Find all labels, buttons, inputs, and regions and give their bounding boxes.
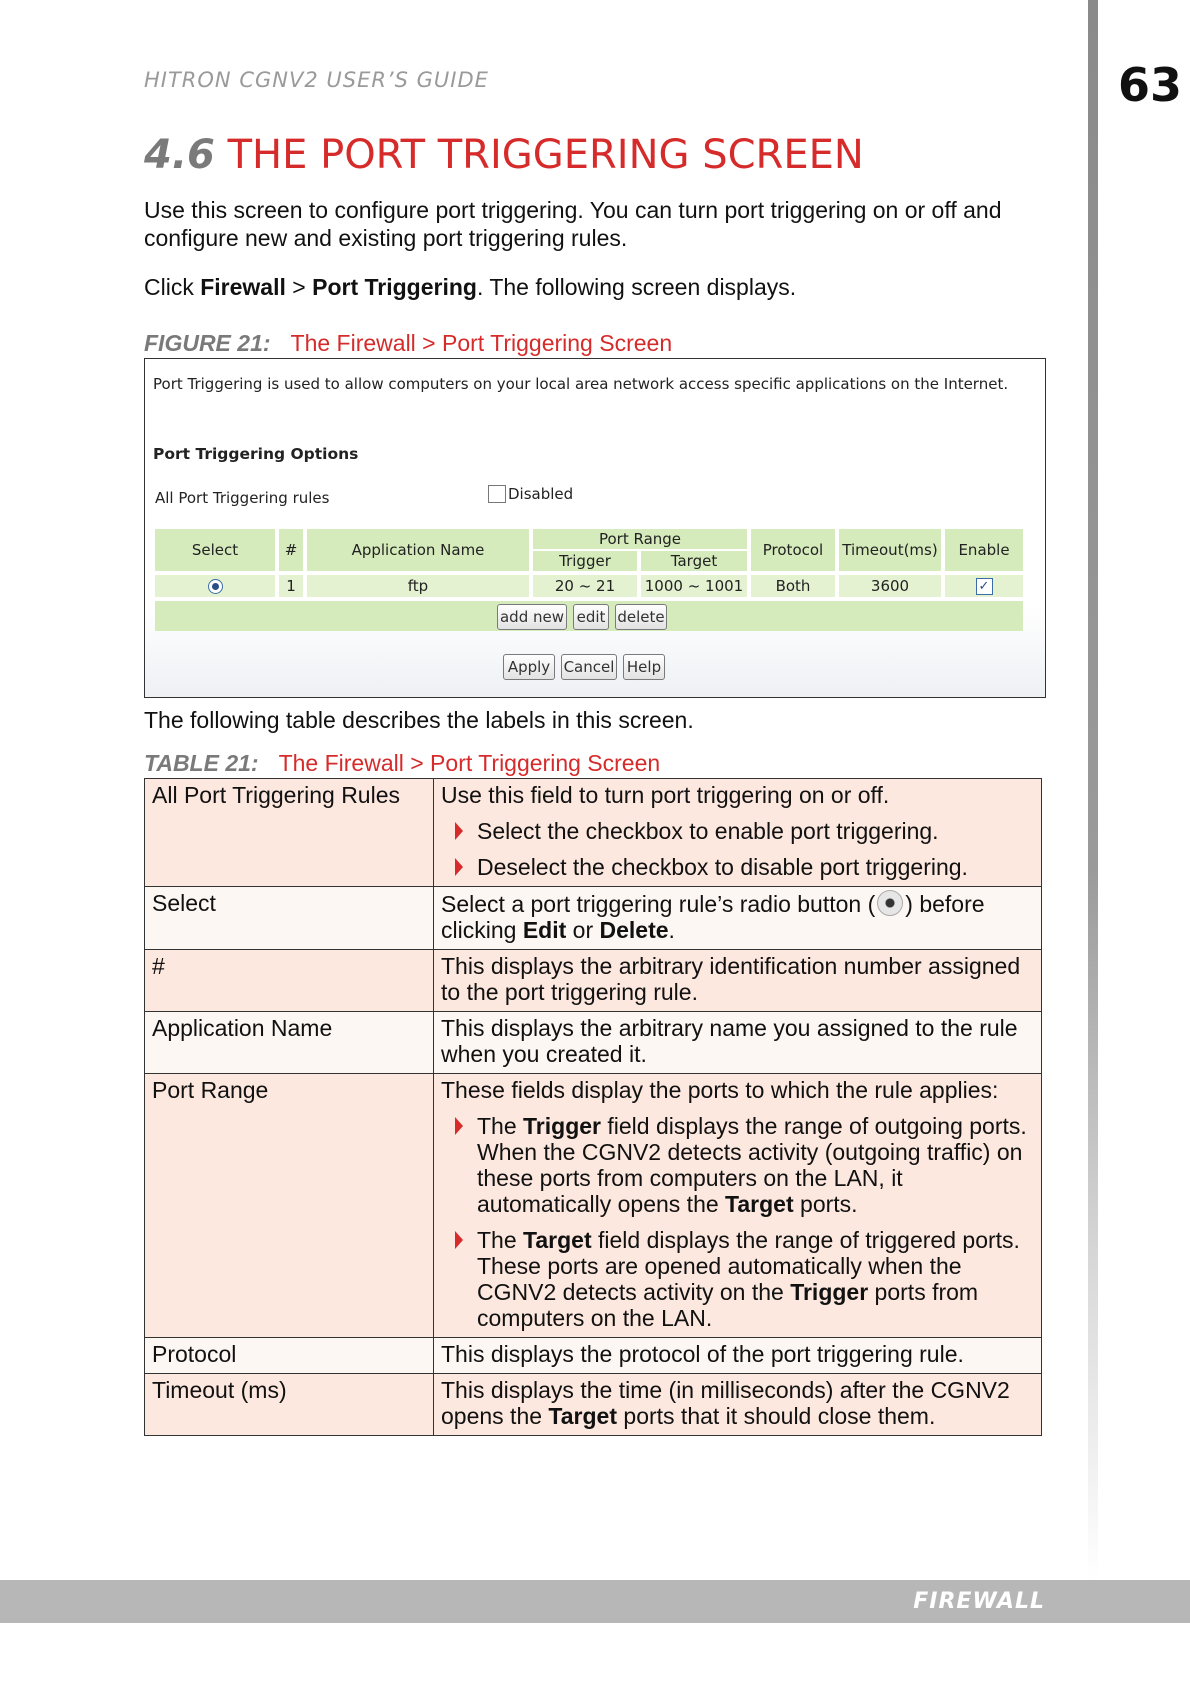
col-num: # <box>279 529 303 571</box>
figure-label: FIGURE 21: <box>144 330 271 356</box>
row-label: Timeout (ms) <box>145 1374 434 1436</box>
bullet-text <box>477 1113 1034 1217</box>
bullet-bold: Trigger <box>790 1279 869 1305</box>
options-title: Port Triggering Options <box>153 445 359 463</box>
col-app-name: Application Name <box>307 529 529 571</box>
footer-chapter: FIREWALL <box>913 1589 1045 1614</box>
row-label: Application Name <box>145 1012 434 1074</box>
row-description <box>434 887 1042 950</box>
row-label: Select <box>145 887 434 950</box>
port-triggering-screenshot <box>144 358 1046 698</box>
page-edge-bar <box>1088 0 1098 1580</box>
col-trigger: Trigger <box>533 551 637 571</box>
row-bold: Target <box>548 1403 618 1429</box>
description-table <box>144 778 1042 1436</box>
row-target: 1000 ~ 1001 <box>641 575 747 597</box>
table-label: TABLE 21: <box>144 750 259 776</box>
bullet-fragment: The <box>477 1113 524 1139</box>
all-rules-label: All Port Triggering rules <box>155 489 330 507</box>
row-description <box>434 1374 1042 1436</box>
screen-intro-text: Port Triggering is used to allow computers on your local area network access specific applications on the Internet. <box>153 375 1009 393</box>
bullet-fragment: field displays the range of outgoing ports. When the CGNV2 detects activity (outgoing traffic) on these ports from computers on the LAN, it automatically opens the <box>477 1113 1027 1217</box>
row-description: This displays the arbitrary identification number assigned to the port triggering rule. <box>434 950 1042 1012</box>
disabled-checkbox[interactable] <box>488 485 506 503</box>
bullet-item <box>441 818 1034 844</box>
col-port-range: Port Range <box>533 529 747 549</box>
help-button[interactable]: Help <box>623 654 665 680</box>
delete-button[interactable]: delete <box>615 604 667 630</box>
row-label: # <box>145 950 434 1012</box>
figure-title: The Firewall > Port Triggering Screen <box>290 330 673 356</box>
row-label: Protocol <box>145 1338 434 1374</box>
add-new-button[interactable]: add new <box>497 604 567 630</box>
section-number: 4.6 <box>144 132 215 178</box>
table-title: The Firewall > Port Triggering Screen <box>278 750 661 776</box>
bullet-fragment: The <box>477 1227 524 1253</box>
intro-paragraph: Use this screen to configure port triggering. You can turn port triggering on or off and configure new and existing port triggering rules. <box>144 197 1002 251</box>
row-text: ports that it should close them. <box>617 1403 936 1429</box>
table-row <box>145 779 1042 887</box>
row-enable-cell[interactable] <box>945 575 1023 597</box>
row-enable-checkbox[interactable]: ✓ <box>976 578 993 595</box>
table-row <box>145 887 1042 950</box>
col-protocol: Protocol <box>751 529 835 571</box>
bullet-text <box>477 1227 1034 1331</box>
table-caption <box>144 750 660 777</box>
col-target: Target <box>641 551 747 571</box>
section-title-text: THE PORT TRIGGERING SCREEN <box>227 132 864 178</box>
row-text: . <box>668 917 675 943</box>
row-text: Use this field to turn port triggering on or off. <box>441 782 890 808</box>
table-row <box>145 1374 1042 1436</box>
click-prefix: Click <box>144 274 201 300</box>
table-row <box>145 1012 1042 1074</box>
row-label: All Port Triggering Rules <box>145 779 434 887</box>
bullet-item <box>441 854 1034 880</box>
edit-button[interactable]: edit <box>573 604 609 630</box>
row-bold: Delete <box>599 917 669 943</box>
table-row <box>145 950 1042 1012</box>
bullet-item <box>441 1113 1034 1217</box>
click-sep: > <box>285 274 313 300</box>
section-title <box>144 132 864 178</box>
row-description: This displays the arbitrary name you assigned to the rule when you created it. <box>434 1012 1042 1074</box>
bullet-bold: Target <box>725 1191 794 1217</box>
bullet-text: Select the checkbox to enable port triggering. <box>477 818 939 844</box>
page-number: 63 <box>1118 58 1183 112</box>
row-description <box>434 779 1042 887</box>
row-app-name: ftp <box>307 575 529 597</box>
bullet-text: Deselect the checkbox to disable port triggering. <box>477 854 968 880</box>
click-instruction <box>144 273 1044 301</box>
row-num: 1 <box>279 575 303 597</box>
bullet-item <box>441 1227 1034 1331</box>
row-description <box>434 1074 1042 1338</box>
table-row <box>145 1074 1042 1338</box>
bullet-fragment: ports. <box>793 1191 858 1217</box>
cancel-button[interactable]: Cancel <box>561 654 617 680</box>
row-protocol: Both <box>751 575 835 597</box>
row-label: Port Range <box>145 1074 434 1338</box>
col-select: Select <box>155 529 275 571</box>
row-select-cell[interactable] <box>155 575 275 597</box>
table-intro: The following table describes the labels in this screen. <box>144 707 694 733</box>
apply-button[interactable]: Apply <box>503 654 555 680</box>
col-timeout: Timeout(ms) <box>839 529 941 571</box>
row-trigger: 20 ~ 21 <box>533 575 637 597</box>
row-description: This displays the protocol of the port triggering rule. <box>434 1338 1042 1374</box>
disabled-label: Disabled <box>508 485 574 503</box>
row-radio[interactable] <box>208 579 223 594</box>
row-text: These fields display the ports to which the rule applies: <box>441 1077 999 1103</box>
row-bold: Edit <box>522 917 567 943</box>
table-row <box>145 1338 1042 1374</box>
click-menu: Firewall <box>200 274 286 300</box>
row-text: This displays the time (in milliseconds) after the CGNV2 opens the <box>441 1377 1010 1429</box>
row-text: Select a port triggering rule’s radio button ( <box>441 891 876 917</box>
running-header: HITRON CGNV2 USER’S GUIDE <box>144 68 489 92</box>
disabled-toggle[interactable] <box>488 485 573 503</box>
row-text: or <box>566 917 600 943</box>
figure-caption <box>144 330 672 357</box>
bullet-fragment: ports from computers on the LAN. <box>477 1279 979 1331</box>
col-enable: Enable <box>945 529 1023 571</box>
row-timeout: 3600 <box>839 575 941 597</box>
click-item: Port Triggering <box>312 274 477 300</box>
radio-button-icon <box>877 890 903 916</box>
bullet-arrow-icon <box>455 858 463 876</box>
footer-bar <box>0 1580 1190 1623</box>
bullet-fragment: field displays the range of triggered ports. These ports are opened automatically when the CGNV2 detects activity on the <box>477 1227 1020 1305</box>
bullet-bold: Target <box>523 1227 592 1253</box>
bullet-arrow-icon <box>455 1117 463 1135</box>
bullet-arrow-icon <box>455 822 463 840</box>
bullet-arrow-icon <box>455 1231 463 1249</box>
click-suffix: . The following screen displays. <box>476 274 797 300</box>
row-text: ) before clicking <box>441 891 985 943</box>
bullet-bold: Trigger <box>523 1113 601 1139</box>
